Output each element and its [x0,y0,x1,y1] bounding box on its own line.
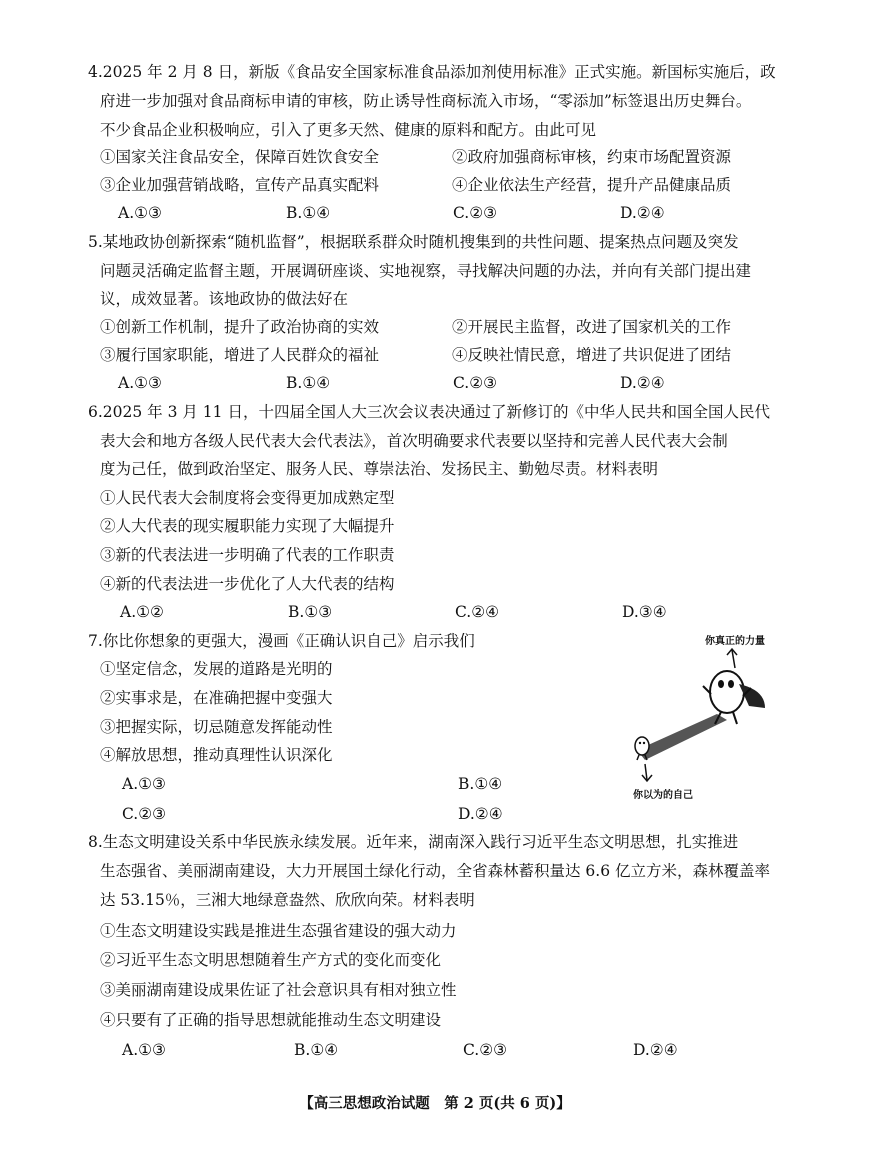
q5-stem-line-2: 问题灵活确定监督主题，开展调研座谈、实地视察，寻找解决问题的办法，并向有关部门提出建 [100,262,752,280]
q4-option-1: ①国家关注食品安全，保障百姓饮食安全 [100,148,380,166]
cartoon-know-yourself [615,628,785,808]
q8-choice-b: B.①④ [294,1041,339,1059]
q8-choice-c: C.②③ [463,1041,508,1059]
q4-option-2: ②政府加强商标审核，约束市场配置资源 [452,148,732,166]
q6-stem-line-3: 度为己任，做到政治坚定、服务人民、尊崇法治、发扬民主、勤勉尽责。材料表明 [100,460,659,478]
q6-option-2: ②人大代表的现实履职能力实现了大幅提升 [100,517,395,535]
q6-choice-d: D.③④ [622,603,667,621]
q6-stem-line-2: 表大会和地方各级人民代表大会代表法》，首次明确要求代表要以坚持和完善人民代表大会制 [100,432,728,450]
q8-option-2: ②习近平生态文明思想随着生产方式的变化而变化 [100,951,442,969]
q8-choice-d: D.②④ [633,1041,678,1059]
q4-choice-a: A.①③ [118,204,162,222]
q7-stem: 7.你比你想象的更强大，漫画《正确认识自己》启示我们 [88,632,475,650]
q4-choice-b: B.①④ [286,204,331,222]
q7-choice-c: C.②③ [122,805,167,823]
q5-choice-b: B.①④ [286,374,331,392]
q6-option-1: ①人民代表大会制度将会变得更加成熟定型 [100,489,395,507]
q8-option-3: ③美丽湖南建设成果佐证了社会意识具有相对独立性 [100,981,457,999]
q4-choice-c: C.②③ [453,204,498,222]
q8-option-4: ④只要有了正确的指导思想就能推动生态文明建设 [100,1011,442,1029]
q6-option-4: ④新的代表法进一步优化了人大代表的结构 [100,575,395,593]
q7-option-2: ②实事求是，在准确把握中变强大 [100,689,333,707]
q6-choice-a: A.①② [120,603,164,621]
q8-choice-a: A.①③ [122,1041,166,1059]
q5-choice-c: C.②③ [453,374,498,392]
q5-option-2: ②开展民主监督，改进了国家机关的工作 [452,318,732,336]
q5-choice-a: A.①③ [118,374,162,392]
q8-stem-line-2: 生态强省、美丽湖南建设，大力开展国土绿化行动，全省森林蓄积量达 6.6 亿立方米，森林覆盖率 [100,862,771,880]
q4-choice-d: D.②④ [620,204,665,222]
q7-choice-d: D.②④ [458,805,503,823]
q6-stem-line-1: 6.2025 年 3 月 11 日，十四届全国人大三次会议表决通过了新修订的《中华人民共和国全国人民代 [88,403,770,421]
q7-option-3: ③把握实际，切忌随意发挥能动性 [100,718,333,736]
q8-option-1: ①生态文明建设实践是推进生态强省建设的强大动力 [100,922,457,940]
q4-stem-line-3: 不少食品企业积极响应，引入了更多天然、健康的原料和配方。由此可见 [100,121,597,139]
q7-choice-b: B.①④ [458,775,503,793]
q5-stem-line-1: 5.某地政协创新探索“随机监督”，根据联系群众时随机搜集到的共性问题、提案热点问题及突发 [88,233,739,251]
cartoon-caption-bottom: 你以为的自己 [633,790,693,801]
q6-choice-c: C.②④ [455,603,500,621]
q7-choice-a: A.①③ [122,775,166,793]
page-footer: 【高三思想政治试题 第 2 页(共 6 页)】 [299,1095,571,1112]
q5-choice-d: D.②④ [620,374,665,392]
q5-option-1: ①创新工作机制，提升了政治协商的实效 [100,318,380,336]
q4-option-4: ④企业依法生产经营，提升产品健康品质 [452,176,732,194]
cartoon-caption-top: 你真正的力量 [705,636,765,647]
cartoon-drawing [615,628,785,808]
q5-option-4: ④反映社情民意，增进了共识促进了团结 [452,346,732,364]
q8-stem-line-1: 8.生态文明建设关系中华民族永续发展。近年来，湖南深入践行习近平生态文明思想，扎实推进 [88,833,739,851]
q4-stem-line-2: 府进一步加强对食品商标申请的审核，防止诱导性商标流入市场，“零添加”标签退出历史舞台。 [100,92,752,110]
q4-stem-line-1: 4.2025 年 2 月 8 日，新版《食品安全国家标准食品添加剂使用标准》正式实施。新国标实施后，政 [88,63,776,81]
q6-choice-b: B.①③ [288,603,333,621]
q8-stem-line-3: 达 53.15％，三湘大地绿意盎然、欣欣向荣。材料表明 [100,891,475,909]
q5-option-3: ③履行国家职能，增进了人民群众的福祉 [100,346,380,364]
q7-option-1: ①坚定信念，发展的道路是光明的 [100,660,333,678]
q6-option-3: ③新的代表法进一步明确了代表的工作职责 [100,546,395,564]
q4-option-3: ③企业加强营销战略，宣传产品真实配料 [100,176,380,194]
q7-option-4: ④解放思想，推动真理性认识深化 [100,746,333,764]
q5-stem-line-3: 议，成效显著。该地政协的做法好在 [100,290,349,308]
